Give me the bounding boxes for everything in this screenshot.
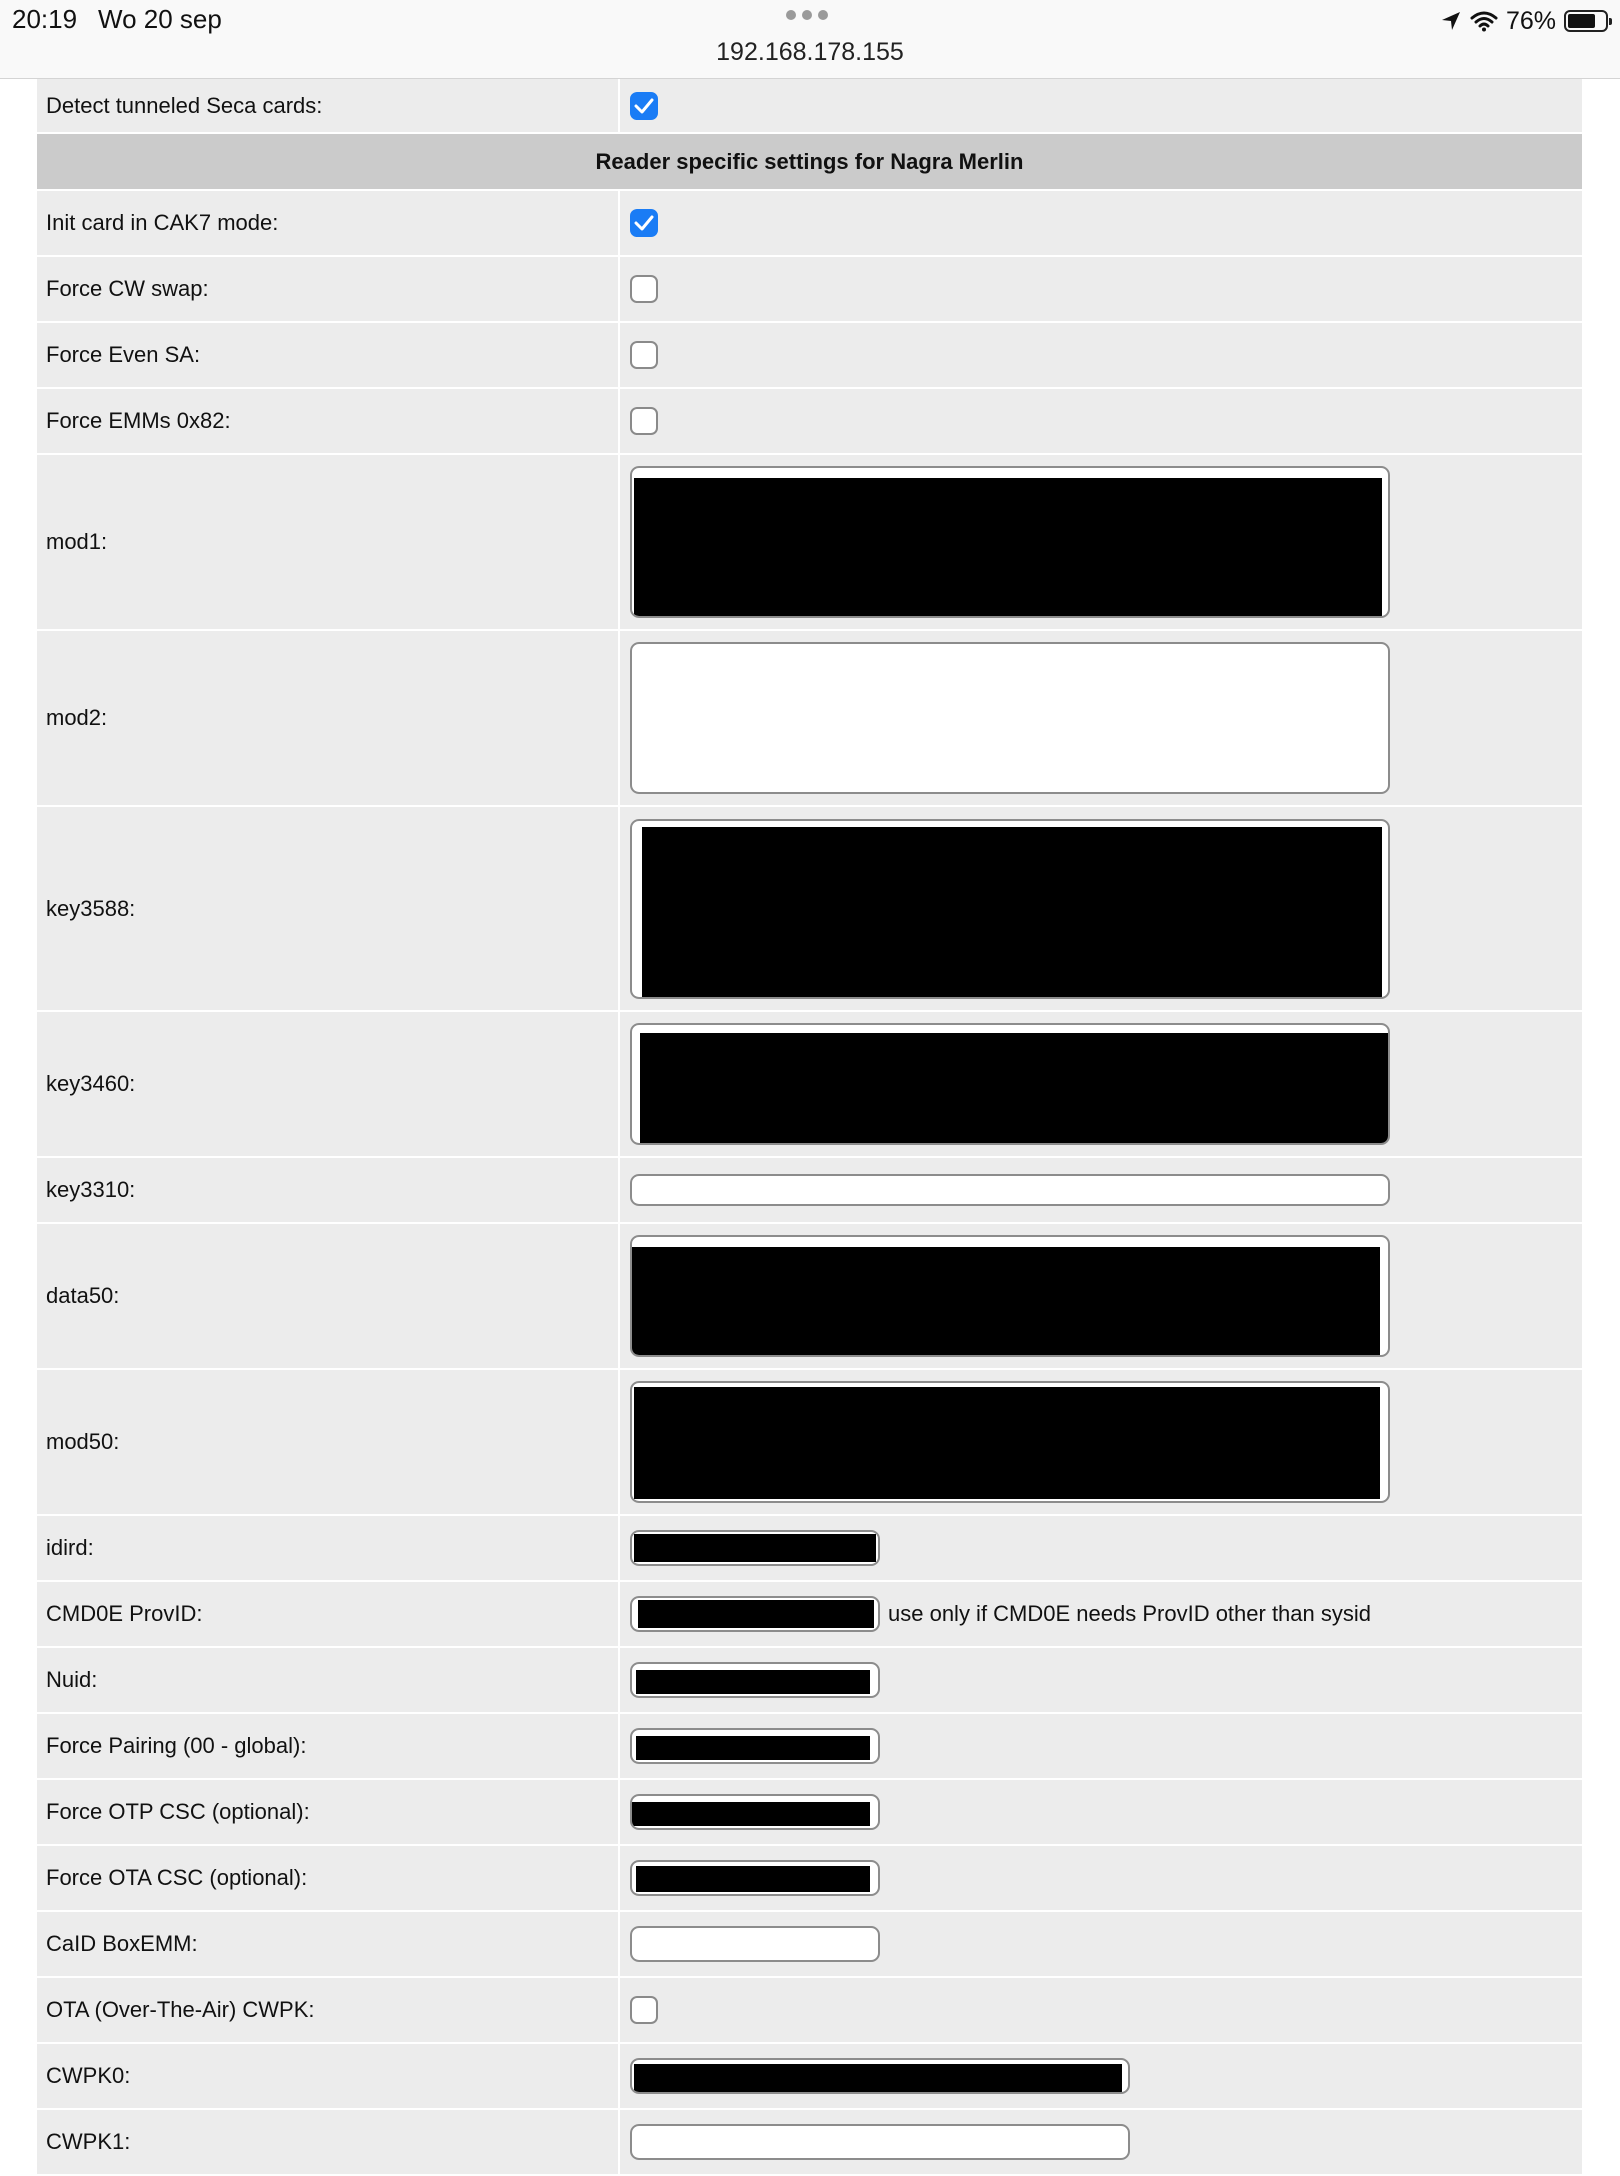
caid-boxemm-label: CaID BoxEMM: — [37, 1912, 620, 1976]
cmd0e-provid-label: CMD0E ProvID: — [37, 1582, 620, 1646]
key3310-label: key3310: — [37, 1158, 620, 1222]
force-otp-csc-label: Force OTP CSC (optional): — [37, 1780, 620, 1844]
mod50-label: mod50: — [37, 1370, 620, 1514]
ota-cwpk-checkbox[interactable] — [630, 1996, 658, 2024]
nuid-input[interactable] — [630, 1662, 880, 1698]
cmd0e-provid-hint: use only if CMD0E needs ProvID other than sysid — [888, 1601, 1372, 1626]
key3310-input[interactable] — [630, 1174, 1390, 1206]
force-pairing-label: Force Pairing (00 - global): — [37, 1714, 620, 1778]
detect-seca-checkbox[interactable] — [630, 92, 658, 120]
row-mod2 — [37, 631, 1582, 807]
address-bar-url[interactable]: 192.168.178.155 — [716, 38, 904, 66]
row-nuid — [37, 1648, 1582, 1714]
checkmark-icon — [634, 215, 654, 231]
redaction-block — [640, 1033, 1388, 1145]
battery-level-fill — [1568, 14, 1595, 28]
status-date: Wo 20 sep — [98, 4, 222, 34]
location-icon — [1440, 10, 1462, 32]
redaction-block — [632, 1802, 870, 1826]
row-force-pairing — [37, 1714, 1582, 1780]
row-key3588 — [37, 807, 1582, 1012]
redaction-block — [634, 2064, 1122, 2092]
data50-label: data50: — [37, 1224, 620, 1368]
force-pairing-input[interactable] — [630, 1728, 880, 1764]
row-force-ota-csc — [37, 1846, 1582, 1912]
battery-icon — [1564, 10, 1608, 32]
cwpk1-label: CWPK1: — [37, 2110, 620, 2174]
battery-percentage: 76% — [1505, 6, 1556, 35]
force-otp-csc-input[interactable] — [630, 1794, 880, 1830]
force-cw-swap-label: Force CW swap: — [37, 257, 620, 321]
ota-cwpk-label: OTA (Over-The-Air) CWPK: — [37, 1978, 620, 2042]
row-init-cak7 — [37, 191, 1582, 257]
row-key3460 — [37, 1012, 1582, 1158]
row-force-even-sa — [37, 323, 1582, 389]
row-mod50 — [37, 1370, 1582, 1516]
row-force-emms — [37, 389, 1582, 455]
row-data50 — [37, 1224, 1582, 1370]
force-emms-label: Force EMMs 0x82: — [37, 389, 620, 453]
redaction-block — [642, 827, 1382, 999]
data50-textarea[interactable] — [630, 1235, 1390, 1357]
row-cmd0e-provid — [37, 1582, 1582, 1648]
multitasking-dots-icon[interactable] — [786, 10, 828, 24]
detect-seca-label: Detect tunneled Seca cards: — [37, 79, 620, 132]
redaction-block — [636, 1866, 870, 1892]
mod2-textarea[interactable] — [630, 642, 1390, 794]
row-mod1 — [37, 455, 1582, 631]
cwpk0-input[interactable] — [630, 2058, 1130, 2094]
status-indicators — [1440, 4, 1608, 38]
redaction-block — [632, 1247, 1380, 1357]
browser-status-bar — [0, 0, 1620, 79]
init-cak7-checkbox[interactable] — [630, 209, 658, 237]
key3460-label: key3460: — [37, 1012, 620, 1156]
caid-boxemm-input[interactable] — [630, 1926, 880, 1962]
force-emms-checkbox[interactable] — [630, 407, 658, 435]
mod1-label: mod1: — [37, 455, 620, 629]
key3460-textarea[interactable] — [630, 1023, 1390, 1145]
cmd0e-provid-input[interactable] — [630, 1596, 880, 1632]
row-cwpk1 — [37, 2110, 1582, 2176]
redaction-block — [636, 1670, 870, 1694]
row-cwpk0 — [37, 2044, 1582, 2110]
row-force-cw-swap — [37, 257, 1582, 323]
row-force-otp-csc — [37, 1780, 1582, 1846]
cwpk0-label: CWPK0: — [37, 2044, 620, 2108]
cwpk1-input[interactable] — [630, 2124, 1130, 2160]
force-even-sa-checkbox[interactable] — [630, 341, 658, 369]
row-idird — [37, 1516, 1582, 1582]
init-cak7-label: Init card in CAK7 mode: — [37, 191, 620, 255]
row-detect-seca — [37, 79, 1582, 134]
redaction-block — [638, 1600, 874, 1628]
force-cw-swap-checkbox[interactable] — [630, 275, 658, 303]
row-key3310 — [37, 1158, 1582, 1224]
redaction-block — [636, 1736, 870, 1760]
nuid-label: Nuid: — [37, 1648, 620, 1712]
force-ota-csc-label: Force OTA CSC (optional): — [37, 1846, 620, 1910]
mod2-label: mod2: — [37, 631, 620, 805]
mod50-textarea[interactable] — [630, 1381, 1390, 1503]
redaction-block — [634, 478, 1382, 618]
force-ota-csc-input[interactable] — [630, 1860, 880, 1896]
idird-label: idird: — [37, 1516, 620, 1580]
reader-settings-table — [37, 79, 1582, 2176]
mod1-textarea[interactable] — [630, 466, 1390, 618]
checkmark-icon — [634, 98, 654, 114]
row-caid-boxemm — [37, 1912, 1582, 1978]
row-ota-cwpk — [37, 1978, 1582, 2044]
redaction-block — [634, 1534, 876, 1562]
redaction-block — [634, 1387, 1380, 1499]
wifi-icon — [1470, 10, 1498, 32]
idird-input[interactable] — [630, 1530, 880, 1566]
status-time: 20:19 — [12, 4, 78, 34]
key3588-textarea[interactable] — [630, 819, 1390, 999]
force-even-sa-label: Force Even SA: — [37, 323, 620, 387]
key3588-label: key3588: — [37, 807, 620, 1010]
section-title: Reader specific settings for Nagra Merlin — [37, 134, 1582, 191]
